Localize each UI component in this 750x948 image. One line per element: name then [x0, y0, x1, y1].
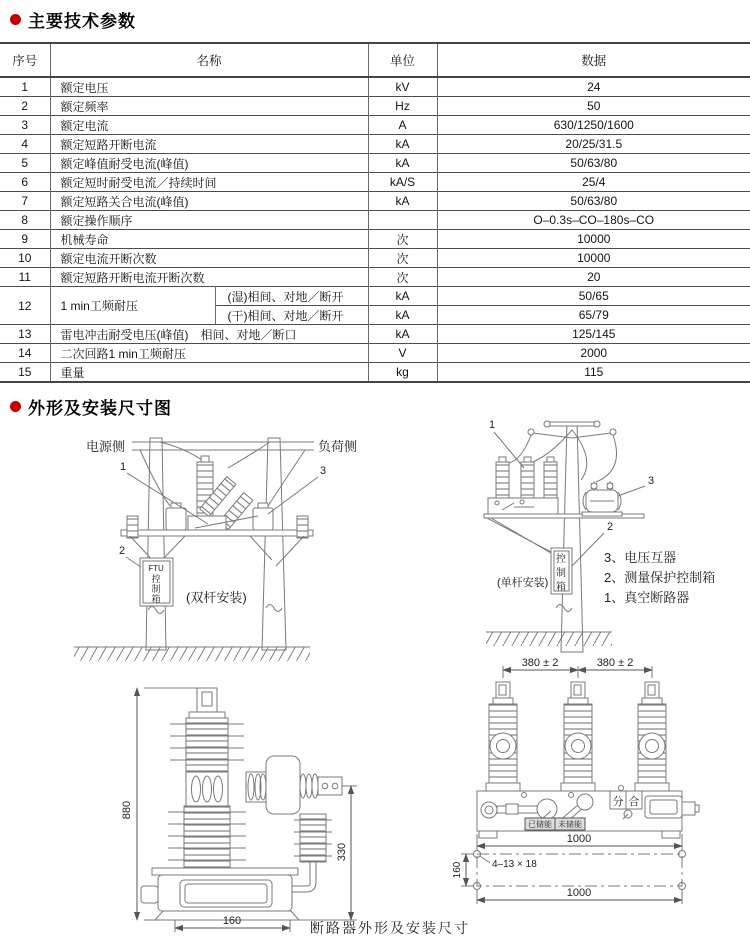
cell-no: 11	[18, 270, 31, 284]
table-header-row	[0, 43, 750, 77]
cell-data: 115	[437, 363, 750, 383]
uncharged-label: 未储能	[558, 820, 582, 829]
voltage-transformer-drawing	[582, 481, 622, 516]
table-row	[0, 249, 750, 268]
cell-data: 65/79	[437, 306, 750, 325]
cell-data: 24	[437, 77, 750, 97]
ground-hatch	[74, 647, 310, 661]
section2-title-text: 外形及安装尺寸图	[28, 399, 172, 418]
cell-unit: 次	[368, 268, 437, 287]
cell-name: 额定峰值耐受电流(峰值)	[50, 154, 368, 173]
dim-base-width: 1000	[566, 833, 592, 845]
cell-name: 额定频率	[50, 97, 368, 116]
cell-no: 15	[18, 365, 32, 379]
table-row	[0, 135, 750, 154]
cell-no: 1	[21, 80, 29, 94]
dim-160: 160	[222, 915, 242, 927]
section1-title-text: 主要技术参数	[28, 12, 136, 31]
table-row	[0, 230, 750, 249]
charged-label: 已储能	[528, 820, 552, 829]
callout-3: 3	[320, 465, 327, 477]
ground-hatch	[486, 632, 612, 646]
red-bullet-icon	[10, 14, 21, 25]
dim-holes: 4–13 × 18	[492, 859, 537, 870]
double-pole-installation-drawing	[74, 438, 357, 661]
cell-name: 机械寿命	[50, 230, 368, 249]
cell-unit: V	[368, 344, 437, 363]
cell-unit: kA/S	[368, 173, 437, 192]
table-row	[0, 116, 750, 135]
cell-name: 额定操作顺序	[50, 211, 368, 230]
cell-name: 额定电流	[50, 116, 368, 135]
col-header-data: 数据	[437, 43, 750, 77]
dim-880: 880	[121, 800, 133, 820]
close-label: 合	[628, 796, 640, 808]
cell-name: 二次回路1 min工频耐压	[50, 344, 368, 363]
cell-name: 1 min工频耐压	[50, 287, 215, 325]
cell-data: 10000	[437, 230, 750, 249]
cell-unit: kA	[368, 325, 437, 344]
table-row	[0, 325, 750, 344]
red-bullet-icon	[10, 401, 21, 412]
installation-drawings	[0, 420, 750, 948]
cell-no: 14	[18, 346, 32, 360]
dim-pitch-2: 380 ± 2	[596, 657, 634, 669]
callout-3: 3	[648, 475, 655, 487]
table-row-12-wet	[0, 287, 750, 306]
cell-no: 4	[21, 137, 29, 151]
cell-name: 额定短时耐受电流／持续时间	[50, 173, 368, 192]
section1-title	[10, 7, 136, 32]
cell-no: 13	[18, 327, 32, 341]
legend-item-1: 1、真空断路器	[604, 590, 690, 605]
callout-2: 2	[119, 545, 126, 557]
cell-data: O–0.3s–CO–180s–CO	[437, 211, 750, 230]
cell-unit: kV	[368, 77, 437, 97]
callout-2: 2	[607, 521, 614, 533]
cell-unit: kA	[368, 135, 437, 154]
control-box-line2: 制	[556, 568, 566, 579]
cell-unit: kA	[368, 154, 437, 173]
cell-no: 3	[21, 118, 29, 132]
ftu-box-line1: FTU	[148, 564, 164, 573]
table-row	[0, 173, 750, 192]
section2-title	[10, 394, 172, 419]
cell-name: 额定电压	[50, 77, 368, 97]
cell-unit: kA	[368, 306, 437, 325]
cell-unit: 次	[368, 249, 437, 268]
cell-unit	[368, 211, 437, 230]
open-label: 分	[612, 796, 624, 808]
table-row	[0, 77, 750, 97]
cell-name: 雷电冲击耐受电压(峰值) 相间、对地／断口	[50, 325, 368, 344]
breaker-side-view-drawing	[121, 688, 357, 932]
cell-data: 25/4	[437, 173, 750, 192]
cell-data: 20	[437, 268, 750, 287]
cell-no: 2	[21, 99, 29, 113]
cell-data: 630/1250/1600	[437, 116, 750, 135]
cell-sub-label: (干)相间、对地／断开	[215, 306, 368, 325]
table-row	[0, 344, 750, 363]
cell-data: 20/25/31.5	[437, 135, 750, 154]
col-header-name: 名称	[50, 43, 368, 77]
double-pole-caption: (双杆安装)	[186, 590, 247, 605]
col-header-unit: 单位	[368, 43, 437, 77]
table-row	[0, 363, 750, 383]
table-row	[0, 97, 750, 116]
cell-no: 10	[18, 251, 32, 265]
cell-data: 10000	[437, 249, 750, 268]
cell-unit: Hz	[368, 97, 437, 116]
cell-no: 5	[21, 156, 29, 170]
drawing-caption: 断路器外形及安装尺寸	[310, 920, 470, 936]
cell-data: 50	[437, 97, 750, 116]
cell-unit: A	[368, 116, 437, 135]
control-box-line1: 控	[556, 554, 566, 565]
cell-name: 额定短路开断电流开断次数	[50, 268, 368, 287]
cell-name: 额定电流开断次数	[50, 249, 368, 268]
cell-unit: kg	[368, 363, 437, 383]
cell-data: 50/63/80	[437, 192, 750, 211]
cell-unit: kA	[368, 192, 437, 211]
cell-data: 125/145	[437, 325, 750, 344]
cell-name: 额定短路开断电流	[50, 135, 368, 154]
cell-no: 7	[21, 194, 29, 208]
cell-data: 2000	[437, 344, 750, 363]
cell-name: 额定短路关合电流(峰值)	[50, 192, 368, 211]
cell-data: 50/65	[437, 287, 750, 306]
cell-no: 6	[21, 175, 29, 189]
load-side-label: 负荷侧	[318, 439, 358, 454]
col-header-no: 序号	[12, 54, 38, 68]
spec-table	[0, 42, 750, 383]
single-pole-installation-drawing	[484, 420, 715, 652]
dim-plate-width: 1000	[566, 887, 592, 899]
dim-plate-height: 160	[452, 861, 463, 879]
legend-item-3: 3、电压互器	[604, 550, 677, 565]
table-row	[0, 211, 750, 230]
cell-no: 12	[18, 298, 32, 313]
control-box-line3: 箱	[556, 582, 566, 593]
source-side-label: 电源侧	[86, 439, 126, 454]
callout-1: 1	[489, 420, 496, 431]
cell-unit: 次	[368, 230, 437, 249]
table-row	[0, 192, 750, 211]
ftu-box-line4: 箱	[151, 594, 161, 604]
cell-unit: kA	[368, 287, 437, 306]
table-row	[0, 268, 750, 287]
legend-item-2: 2、测量保护控制箱	[604, 570, 716, 585]
dim-330: 330	[336, 842, 348, 862]
table-row	[0, 154, 750, 173]
cell-data: 50/63/80	[437, 154, 750, 173]
single-pole-caption: (单杆安装)	[497, 577, 549, 589]
ftu-box-line2: 控	[151, 574, 161, 584]
ftu-box-line3: 制	[151, 584, 161, 594]
cell-no: 8	[21, 213, 29, 227]
cell-name: 重量	[50, 363, 368, 383]
dim-pitch-1: 380 ± 2	[521, 657, 559, 669]
cell-sub-label: (湿)相间、对地／断开	[215, 287, 368, 306]
cell-no: 9	[21, 232, 29, 246]
breaker-front-view-drawing	[452, 657, 699, 904]
callout-1: 1	[120, 461, 127, 473]
